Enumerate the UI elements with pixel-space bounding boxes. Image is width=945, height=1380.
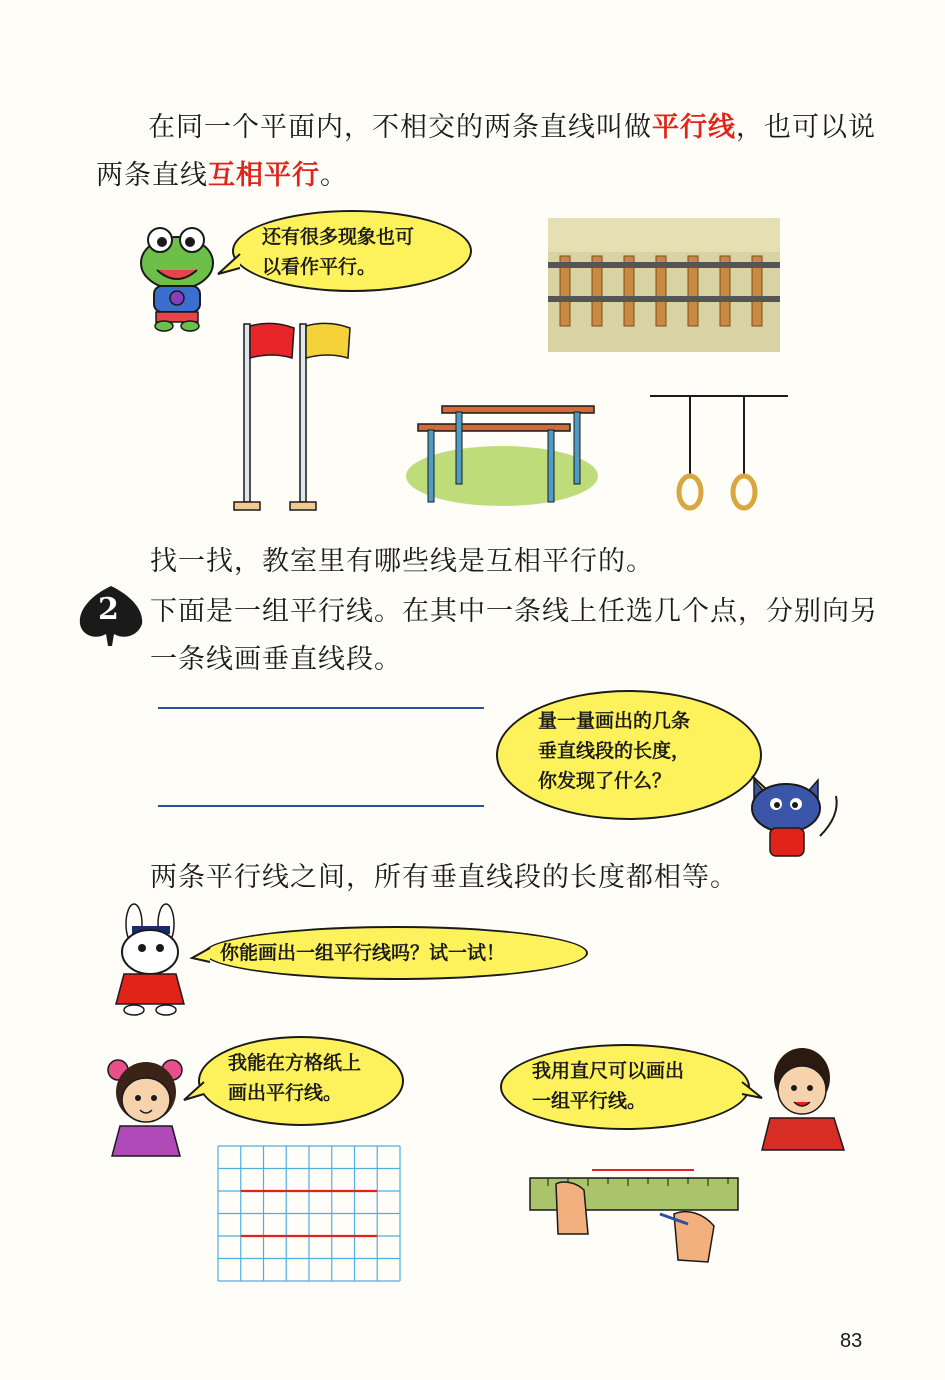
conclusion-text: 两条平行线之间，所有垂直线段的长度都相等。 — [150, 862, 738, 893]
rabbit-bubble-tail — [190, 946, 212, 966]
highlight-parallel-lines: 平行线 — [652, 112, 736, 143]
parallel-bars-illustration — [404, 400, 604, 512]
frog-bubble-tail — [216, 252, 242, 278]
frog-bubble-text: 还有很多现象也可 以看作平行。 — [262, 226, 415, 278]
page-number: 83 — [840, 1330, 863, 1352]
girl-character-illustration — [100, 1046, 192, 1158]
find-instruction: 找一找，教室里有哪些线是互相平行的。 — [150, 546, 654, 577]
definition-line-1: 在同一个平面内，不相交的两条直线叫做平行线，也可以说 — [148, 112, 876, 143]
ruler-drawing-illustration — [528, 1164, 744, 1268]
exercise-number: 2 — [98, 592, 119, 627]
exercise-line-1: 下面是一组平行线。在其中一条线上任选几个点，分别向另 — [150, 596, 878, 627]
gymnastic-rings-illustration — [650, 392, 790, 518]
boy-character-illustration — [756, 1040, 850, 1152]
two-flags-illustration — [232, 318, 362, 514]
boy-bubble-text: 我用直尺可以画出 一组平行线。 — [532, 1060, 685, 1112]
cat-character-illustration — [740, 766, 850, 864]
rabbit-bubble-text: 你能画出一组平行线吗？试一试！ — [220, 942, 506, 964]
frog-character-illustration — [132, 218, 222, 333]
cat-bubble-text: 量一量画出的几条 垂直线段的长度， 你发现了什么？ — [538, 710, 691, 792]
railway-tracks-photo — [548, 218, 780, 352]
highlight-mutually-parallel: 互相平行 — [208, 160, 320, 191]
girl-bubble-tail — [182, 1080, 206, 1104]
parallel-lines-exercise — [158, 700, 488, 812]
rabbit-character-illustration — [104, 904, 198, 1016]
definition-line-2: 两条直线互相平行。 — [96, 160, 348, 191]
exercise-line-2: 一条线画垂直线段。 — [150, 644, 402, 675]
girl-bubble-text: 我能在方格纸上 画出平行线。 — [228, 1052, 362, 1104]
grid-paper-with-parallel-lines — [218, 1146, 402, 1286]
